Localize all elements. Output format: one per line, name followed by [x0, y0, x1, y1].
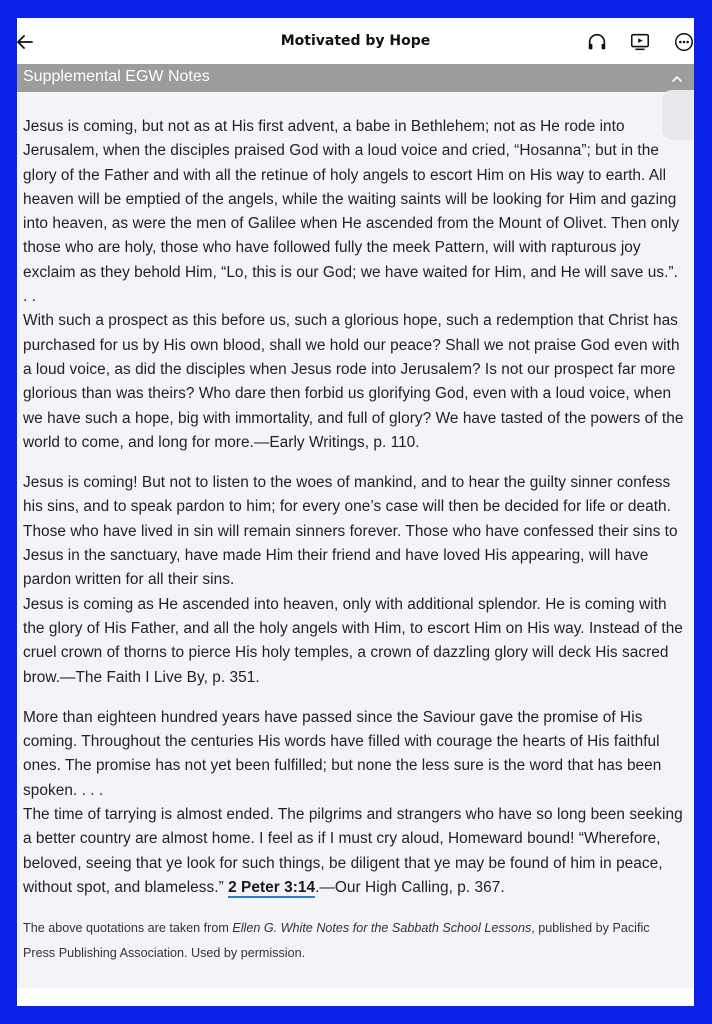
play-video-icon[interactable]	[629, 31, 651, 53]
quote-block	[23, 471, 686, 690]
app-window	[17, 18, 694, 1006]
page-title: Motivated by Hope	[280, 33, 431, 49]
paragraph-text: Jesus is coming! But not to listen to the woes of mankind, and to hear the guilty sinner confess his sins, and to speak pardon to him; for every one’s case will then be decided for life or death. Those who have lived in sin will remain sinners forever. Those who have confessed their sins to Jesus in the sanctuary, have made Him their friend and have loved His appearing, will have pardon written for all their sins.	[23, 474, 678, 589]
paragraph-text: With such a prospect as this before us, such a glorious hope, such a redemption that Christ has purchased for us by His own blood, shall we hold our peace? Shall we not praise God even with a loud voice, as did the disciples when Jesus rode into Jerusalem? Is not our prospect far more glorious than was theirs? Who dare then forbid us glorifying God, even with a loud voice, when we have such a hope, big with immortality, and full of glory? We have tasted of the powers of the world to come, and long for more.—Early Writings, p. 110.	[23, 312, 684, 451]
footnote	[17, 916, 694, 966]
more-options-icon[interactable]	[673, 31, 694, 53]
paragraph-text: Jesus is coming as He ascended into heaven, only with additional splendor. He is coming with the glory of His Father, and all the holy angels with Him, to escort Him on His way. Instead of the cruel crown of thorns to pierce His holy temples, a crown of dazzling glory will deck His sacred brow.—The Faith I Live By, p. 351.	[23, 595, 683, 686]
paragraph-text: More than eighteen hundred years have passed since the Saviour gave the promise of His coming. Throughout the centuries His words have filled with courage the hearts of His faithful ones. The promise has not yet been fulfilled; but none the less sure is the word that has been spoken. . . .	[23, 708, 662, 799]
quote-block	[23, 115, 686, 455]
scripture-link[interactable]: 2 Peter 3:14	[228, 878, 316, 896]
headphones-icon[interactable]	[586, 31, 608, 53]
footnote-book-title: Ellen G. White Notes for the Sabbath School Lessons	[232, 921, 532, 936]
footnote-text-start: The above quotations are taken from	[23, 921, 233, 936]
section-title: Supplemental EGW Notes	[23, 68, 210, 85]
section-header[interactable]	[17, 64, 694, 92]
footnote-text-end: , published by Pacific Press Publishing Association. Used by permission.	[23, 921, 650, 961]
paragraph-text-end: .—Our High Calling, p. 367.	[315, 878, 505, 896]
paragraph-text-start: The time of tarrying is almost ended. The pilgrims and strangers who have so long been seeking a better country are almost home. I feel as if I must cry aloud, Homeward bound! “Wherefore, beloved, seeing that ye look for such things, be diligent that ye may be found of him in peace, without spot, and blameless.”	[23, 806, 683, 896]
quote-block	[23, 706, 686, 900]
paragraph-text	[23, 803, 686, 900]
chevron-up-icon[interactable]	[670, 71, 684, 85]
paragraph-text: Jesus is coming, but not as at His first advent, a babe in Bethlehem; not as He rode into Jerusalem, when the disciples praised God with a loud voice and cried, “Hosanna”; but in the glory of the Father and with all the retinue of holy angels to escort Him on His way to earth. All heaven will be emptied of the angels, while the waiting saints will be looking for Him and gazing into heaven, as were the men of Galilee when He ascended from the Mount of Olivet. Then only those who are holy, those who have followed fully the meek Pattern, will with rapturous joy exclaim as they behold Him, “Lo, this is our God; we have waited for Him, and He will save us.”. . .	[23, 118, 680, 306]
top-bar	[17, 18, 694, 64]
notes-content	[17, 92, 694, 988]
side-drawer-handle[interactable]	[662, 90, 694, 140]
